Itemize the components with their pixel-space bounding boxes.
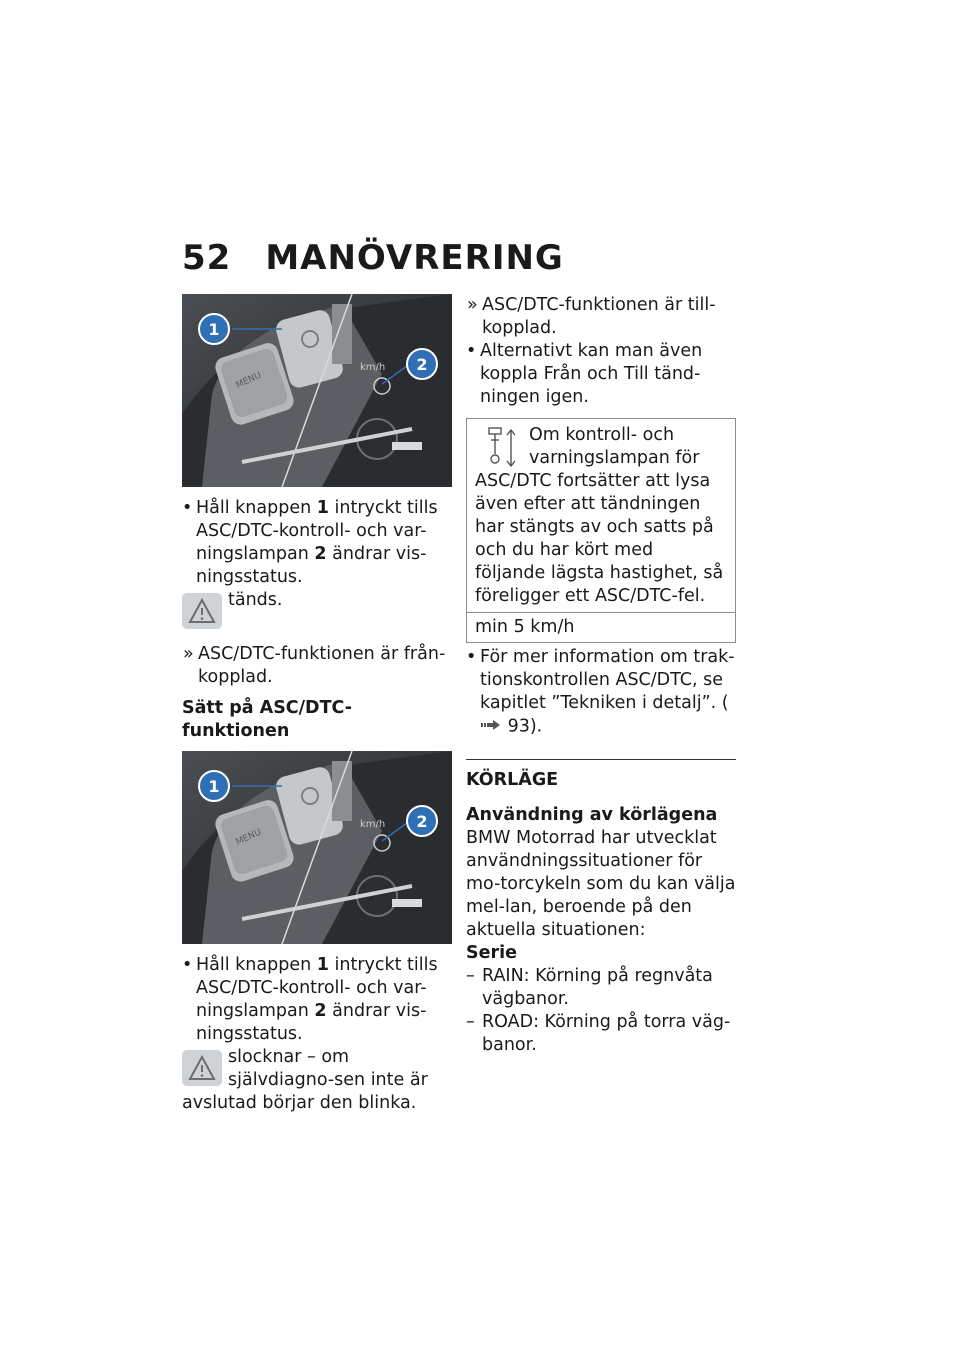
traction-warning-icon — [182, 593, 222, 629]
bullet-ignition-alternative: • Alternativt kan man även koppla Från och Till tänd-ningen igen. — [466, 340, 736, 409]
bullet-more-info: • För mer information om trak-tionskontrollen ASC/DTC, se kapitlet ”Tekniken i detalj”. ( 93). — [466, 646, 736, 739]
tip-min-speed: min 5 km/h — [467, 612, 735, 642]
left-column — [182, 294, 452, 1127]
heading-asc-on: Sätt på ASC/DTC-funktionen — [182, 698, 353, 741]
speed-unit-label: km/h — [360, 819, 386, 830]
mode-item-road: – ROAD: Körning på torra väg-banor. — [466, 1011, 736, 1057]
page-reference-arrow-icon — [480, 715, 502, 738]
page-title — [182, 238, 564, 278]
menu-label: MENU — [234, 370, 264, 391]
gauge-tool-icon — [483, 426, 521, 468]
subheading-modes: Användning av körlägena — [466, 804, 718, 825]
tip-main — [467, 419, 735, 612]
callout-1: 1 — [208, 777, 220, 796]
chapter-title: MANÖVRERING — [265, 238, 564, 278]
callout-2: 2 — [416, 355, 428, 374]
speed-unit-label: km/h — [360, 362, 386, 373]
section-title-korlage: KÖRLÄGE — [466, 769, 559, 790]
lamp-status-on: tänds. — [182, 589, 452, 631]
modes-intro: BMW Motorrad har utvecklat användningssituationer för mo-torcykeln som du kan välja mel-lan, beroende på den aktuella situationen: — [466, 827, 736, 940]
lamp-status-off: slocknar – om självdiagno-sen inte är avslutad börjar den blinka. — [182, 1047, 428, 1113]
series-title: Serie — [466, 942, 517, 963]
handlebar-switch-photo-2 — [182, 751, 452, 944]
handlebar-switch-photo-1 — [182, 294, 452, 487]
result-asc-off: » ASC/DTC-funktionen är från-kopplad. — [182, 643, 452, 689]
tip-text: Om kontroll- och varningslampan för ASC/DTC fortsätter att lysa även efter att tändningen har stängts av och satts på och du har kört med följande lägsta hastighet, så föreligger ett ASC/DTC-fel. — [475, 425, 724, 606]
page-number: 52 — [182, 238, 232, 278]
mode-item-rain: – RAIN: Körning på regnvåta vägbanor. — [466, 965, 736, 1011]
menu-label: MENU — [234, 827, 264, 848]
step-hold-button-1: • Håll knappen 1 intryckt tills ASC/DTC-kontroll- och var-ningslampan 2 ändrar vis-ningsstatus. — [182, 497, 452, 589]
right-column — [466, 294, 736, 1057]
section-divider — [466, 759, 736, 760]
callout-1: 1 — [208, 320, 220, 339]
tip-box — [466, 418, 736, 643]
traction-warning-icon — [182, 1050, 222, 1086]
callout-2: 2 — [416, 812, 428, 831]
result-asc-on: » ASC/DTC-funktionen är till-kopplad. — [466, 294, 736, 340]
step-hold-button-2: • Håll knappen 1 intryckt tills ASC/DTC-kontroll- och var-ningslampan 2 ändrar vis-ningsstatus. — [182, 954, 452, 1046]
